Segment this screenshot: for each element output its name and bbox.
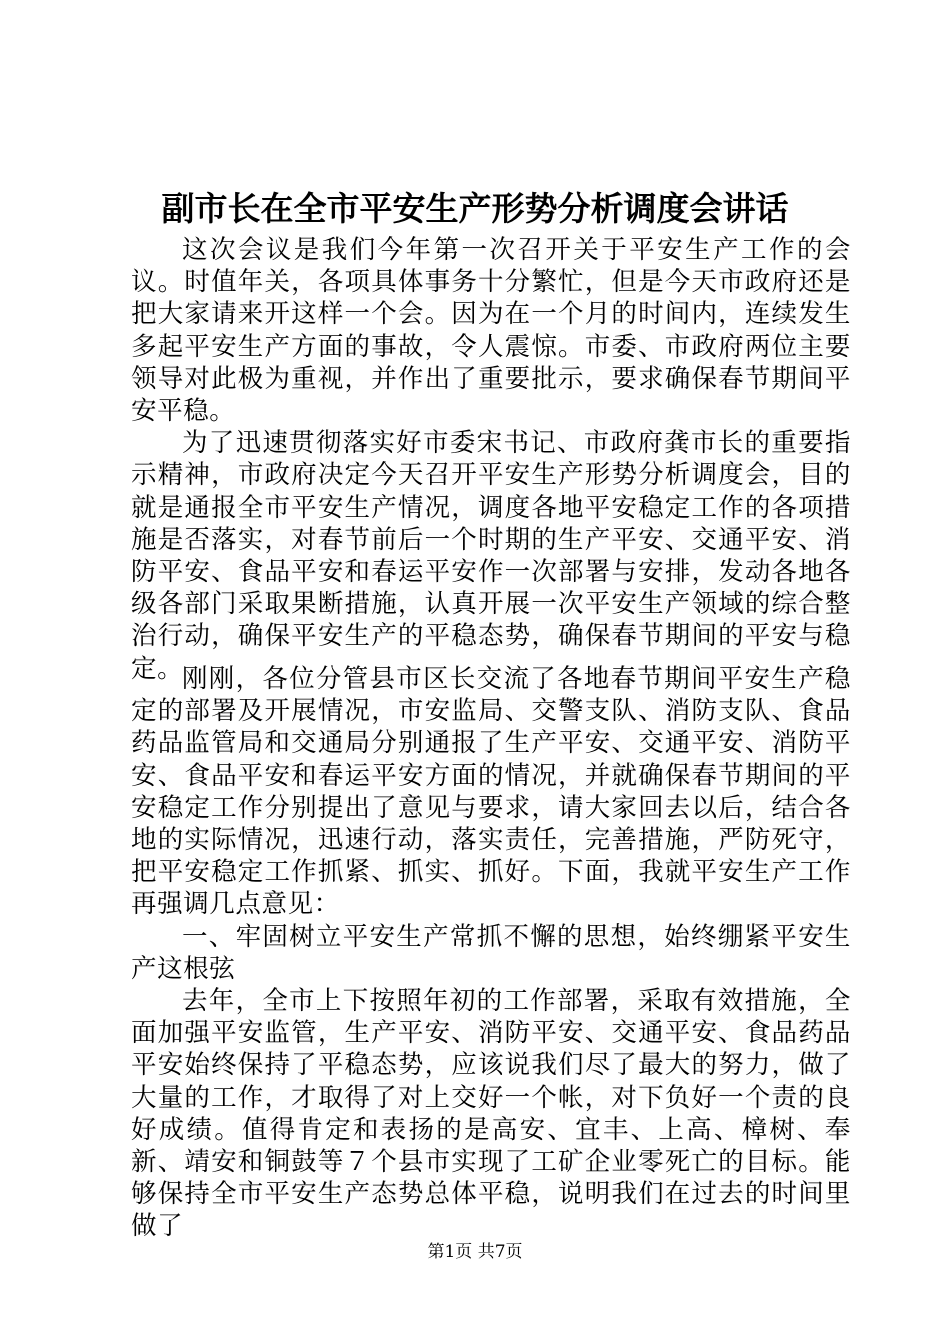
document-title: 副市长在全市平安生产形势分析调度会讲话: [161, 189, 789, 228]
body-block-2: [131, 663, 851, 1243]
paragraph: 这次会议是我们今年第一次召开关于平安生产工作的会议。时值年关，各项具体事务十分繁忙，但是今天市政府还是把大家请来开这样一个会。因为在一个月的时间内，连续发生多起平安生产方面的事故，令人震惊。市委、市政府两位主要领导对此极为重视，并作出了重要批示，要求确保春节期间平安平稳。: [131, 235, 851, 427]
paragraph: 去年，全市上下按照年初的工作部署，采取有效措施，全面加强平安监管，生产平安、消防平安、交通平安、食品药品平安始终保持了平稳态势，应该说我们尽了最大的努力，做了大量的工作，才取得了对上交好一个帐，对下负好一个责的良好成绩。值得肯定和表扬的是高安、宜丰、上高、樟树、奉新、靖安和铜鼓等７个县市实现了工矿企业零死亡的目标。能够保持全市平安生产态势总体平稳，说明我们在过去的时间里做了: [131, 986, 851, 1242]
body-block-1: [131, 234, 851, 685]
page-number-footer: 第1页 共7页: [427, 1242, 523, 1262]
paragraph: 为了迅速贯彻落实好市委宋书记、市政府龚市长的重要指示精神，市政府决定今天召开平安生产形势分析调度会，目的就是通报全市平安生产情况，调度各地平安稳定工作的各项措施是否落实，对春节前后一个时期的生产平安、交通平安、消防平安、食品平安和春运平安作一次部署与安排，发动各地各级各部门采取果断措施，认真开展一次平安生产领域的综合整治行动，确保平安生产的平稳态势，确保春节期间的平安与稳定。: [131, 428, 851, 684]
paragraph: 刚刚，各位分管县市区长交流了各地春节期间平安生产稳定的部署及开展情况，市安监局、交警支队、消防支队、食品药品监管局和交通局分别通报了生产平安、交通平安、消防平安、食品平安和春运平安方面的情况，并就确保春节期间的平安稳定工作分别提出了意见与要求，请大家回去以后，结合各地的实际情况，迅速行动，落实责任，完善措施，严防死守，把平安稳定工作抓紧、抓实、抓好。下面，我就平安生产工作再强调几点意见：: [131, 664, 851, 920]
section-heading: 一、牢固树立平安生产常抓不懈的思想，始终绷紧平安生产这根弦: [131, 921, 851, 984]
